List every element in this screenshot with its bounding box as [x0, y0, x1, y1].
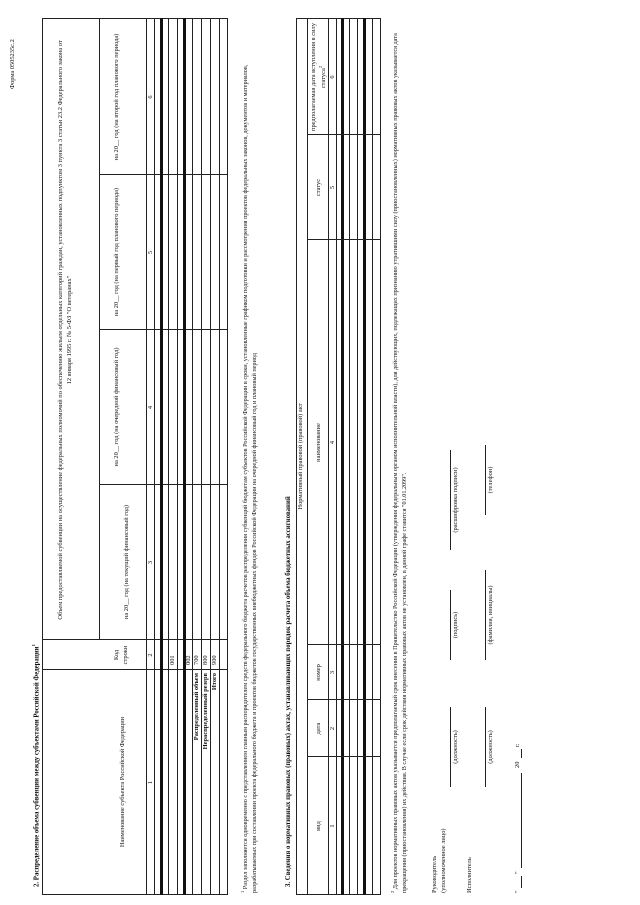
date-suffix: г. [514, 743, 521, 747]
row-code: 001 [169, 655, 176, 665]
row-code: 002 [185, 655, 192, 665]
col-num-4: 4 [329, 440, 336, 445]
row-code: 800 [202, 655, 209, 665]
col-year-plan1: на 20__ год (на первый год планового периода) [113, 187, 120, 317]
col-year-plan2: на 20__ год (на второй год планового периода) [113, 33, 120, 161]
row-distributed: Распределенный объем [193, 673, 200, 741]
form-code: Форма 0505235с.2 [9, 39, 16, 89]
col-num-3: 3 [147, 560, 154, 565]
col-num-6: 6 [147, 95, 154, 99]
col-number: номер [315, 664, 322, 681]
col-subject-header: Наименование субъекта Российской Федерации [119, 716, 126, 848]
head-label: Руководитель [431, 855, 438, 893]
col-num-4: 4 [147, 405, 154, 410]
col-num-6: 6 [329, 75, 336, 79]
exec-phone-caption: (телефон) [487, 466, 494, 494]
section3-title: 3. Сведения о нормативных правовых (правовых) актах, устанавливающих порядок расчета объема бюджетных ассигнований [285, 496, 292, 887]
col-code-header: Код строки [113, 645, 130, 665]
col-date: дата [315, 722, 322, 735]
row-reserve: Нераспределенный резерв [202, 673, 209, 750]
date-quote-close: " [514, 871, 521, 874]
col-year-current: на 20__ год (на текущий финансовый год) [123, 504, 130, 620]
col-year-next: на 20__ год (на очередной финансовый год) [113, 347, 120, 467]
row-code: 900 [211, 655, 218, 665]
col-num-2: 2 [329, 726, 336, 731]
legal-act-group-header: Нормативный правовой (правовой) акт [297, 403, 304, 510]
head-position-caption: (должность) [452, 730, 459, 764]
col-num-2: 2 [147, 653, 154, 657]
footnote-2: $^2$ Для проектов нормативных правовых актов указывается предполагаемый срок внесения в Правительство Российской Федерации (утверждения федеральным органом исполнительной власти), для действующих, подлежащих признанию утратившими силу (приостановленных) нормативных правовых актов указывается дата прекращения (приостановления) их действия. В случае если срок действия нормативных правовых актов не установлен, в данной графе ставится "01.01.2099". [390, 33, 409, 893]
footnote-1: $^1$ Раздел заполняется одновременно с представлением главным распорядителем средств федерального бюджета расчетов распределения субвенций бюджетам субъектов Российской Федерации в сроки, установленные графиком подготовки и рассмотрения проектов федеральных законов, документов и материалов, разрабатываемых при составлении проекта федерального бюджета и проектов бюджетов государственных внебюджетных фондов Российской Федерации на очередной финансовый год и плановый период [240, 64, 259, 893]
date-quote-open: " [514, 890, 521, 893]
col-expected-date: предполагаемая дата вступления в силу статуса$^2$ [310, 23, 328, 131]
executor-label: Исполнитель [466, 857, 473, 893]
col-num-1: 1 [147, 780, 154, 785]
row-total: Итого [211, 673, 218, 691]
section2-title: 2. Распределение объема субвенции между субъектами Российской Федерации$^1$ [31, 644, 41, 887]
col-title: наименование [315, 423, 322, 462]
col-num-1: 1 [329, 824, 336, 828]
date-year: 20 [514, 761, 521, 768]
row-code: 700 [193, 655, 200, 665]
exec-position-caption: (должность) [487, 730, 494, 764]
col-status: статус [315, 178, 322, 197]
col-num-5: 5 [329, 185, 336, 190]
col-num-3: 3 [329, 670, 336, 675]
col-num-5: 5 [147, 250, 154, 255]
head-label-sub: (уполномоченное лицо) [440, 828, 447, 893]
exec-name-caption: (фамилия, инициалы) [487, 585, 494, 645]
col-volume-header: Объем предоставляемой субвенции на осуществление федеральных полномочий по обеспечению жильем отдельных категорий граждан, установленных подпунктом 3 пункта 3 статьи 23.2 Федерального закона от 12 января 1995 г. № 5-ФЗ "О ветеранах" [57, 40, 74, 620]
col-kind: вид [315, 821, 322, 831]
head-signature-caption: (подпись) [452, 611, 459, 639]
head-decoding-caption: (расшифровка подписи) [452, 467, 459, 533]
